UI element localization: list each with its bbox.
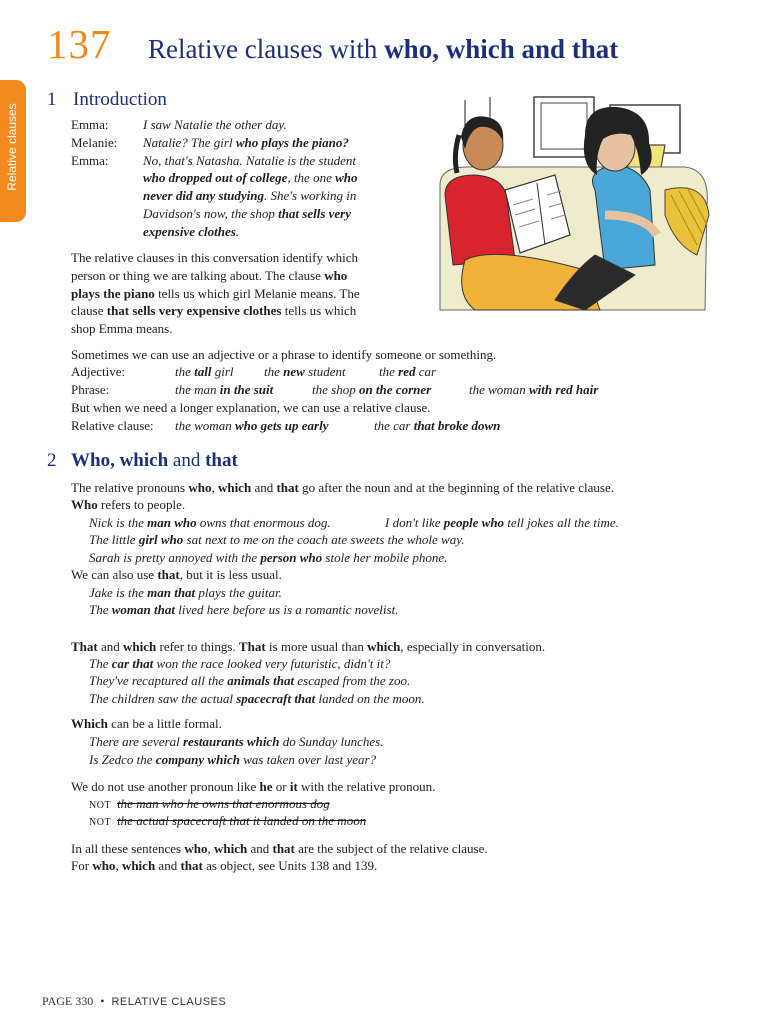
text-segment: We can also use (71, 567, 158, 582)
text-segment: They've recaptured all the (89, 673, 228, 688)
text-segment: The relative pronouns (71, 480, 189, 495)
but-line: But when we need a longer explanation, we can use a relative clause. (71, 400, 431, 415)
text-segment: is more usual than (265, 639, 368, 654)
text-segment: The little (89, 532, 139, 547)
body-text (71, 479, 614, 497)
bold-segment: that (205, 450, 238, 471)
dialogue-line (143, 152, 356, 170)
text-segment: stole her mobile phone. (322, 550, 448, 565)
text-segment: In all these sentences (71, 841, 185, 856)
text-segment: . She's working in (263, 188, 357, 204)
bold-segment: person who (260, 550, 323, 565)
text-segment: . (235, 223, 240, 239)
body-text (71, 840, 488, 858)
page-number: PAGE 330 (42, 994, 94, 1008)
dialogue-line (143, 205, 351, 223)
bold-segment: red (398, 364, 416, 379)
text-segment: We do not use another pronoun like (71, 779, 260, 794)
bold-segment: which (217, 480, 252, 495)
text-segment: The relative clauses in this conversation identify which (71, 250, 358, 265)
relative-clause-label: Relative clause: (71, 418, 154, 433)
text-segment: are the subject of the relative clause. (294, 841, 488, 856)
text-segment: I don't like (385, 515, 444, 530)
relative-clause-example (175, 417, 329, 435)
body-text (71, 857, 377, 875)
example-sentence (89, 531, 465, 549)
bold-segment: man that (147, 585, 196, 600)
text-segment: with the relative pronoun. (297, 779, 436, 794)
text-segment: do Sunday lunches. (279, 734, 384, 749)
text-segment: lived here before us is a romantic novelist. (174, 602, 399, 617)
bold-segment: that sells very expensive clothes (106, 303, 282, 319)
adjective-example (175, 363, 234, 381)
text-segment: Davidson's now, the shop (143, 206, 279, 221)
adjective-example (264, 363, 346, 381)
example-sentence (89, 584, 282, 602)
explanation-line (71, 302, 356, 320)
not-label: NOT (89, 800, 112, 811)
bold-segment: man who (147, 515, 197, 530)
bold-segment: tall (194, 364, 212, 379)
bold-segment: spacecraft that (236, 691, 316, 706)
dialogue-speaker: Emma: (71, 117, 109, 132)
text-segment: The (89, 656, 112, 671)
bold-segment: that (180, 858, 203, 873)
example-sentence (385, 514, 619, 532)
example-sentence (89, 733, 383, 751)
bold-segment: that (272, 841, 295, 856)
bold-segment: car that (111, 656, 154, 671)
text-segment: tell jokes all the time. (504, 515, 619, 530)
example-sentence (89, 751, 376, 769)
relative-clause-example (374, 417, 500, 435)
text-segment: car (415, 364, 437, 379)
text-segment: the car (374, 418, 414, 433)
section-side-tab (0, 80, 26, 222)
not-label: NOT (89, 817, 112, 828)
text-segment: refer to things. (156, 639, 239, 654)
text-segment: , (115, 858, 122, 873)
text-segment: , (211, 480, 218, 495)
phrase-example (469, 381, 598, 399)
dialogue-speaker: Melanie: (71, 134, 118, 150)
body-text (71, 496, 185, 514)
explanation-line (71, 267, 347, 285)
bold-segment: it (289, 779, 298, 794)
bold-segment: who plays the piano? (235, 134, 349, 150)
phrase-example (312, 381, 431, 399)
text-segment: , but it is less usual. (179, 567, 282, 582)
body-text (71, 715, 222, 733)
text-segment: and (97, 639, 124, 654)
bold-segment: Who, which (71, 450, 169, 471)
text-segment: shop Emma means. (71, 321, 173, 337)
bold-segment: who (184, 841, 208, 856)
explanation-line (71, 285, 360, 303)
bold-segment: which (121, 858, 156, 873)
adjective-example (379, 363, 436, 381)
text-segment: the woman (469, 382, 529, 397)
section-2-number: 2 (47, 450, 57, 471)
section-1-title: Introduction (73, 89, 167, 110)
explanation-line (71, 249, 358, 267)
two-girls-reading-illustration (435, 95, 713, 317)
text-segment: For (71, 858, 93, 873)
footer-bullet: • (100, 994, 105, 1008)
dialogue-line (143, 223, 239, 241)
text-segment: I saw Natalie the other day. (143, 117, 287, 132)
dialogue-speaker: Emma: (71, 152, 109, 168)
text-segment: the shop (312, 382, 359, 397)
text-segment: Nick is the (89, 515, 148, 530)
text-segment: the woman (175, 418, 235, 433)
text-segment: and (168, 450, 206, 471)
text-segment: girl (211, 364, 234, 379)
bold-segment: that broke down (413, 418, 501, 433)
text-segment: and (155, 858, 181, 873)
body-text (71, 566, 282, 584)
text-segment: tells us which (281, 303, 357, 319)
bold-segment: never did any studying (143, 188, 264, 204)
body-text (71, 638, 545, 656)
text-segment: , (207, 841, 214, 856)
bold-segment: in the suit (219, 382, 274, 397)
bold-segment: that (157, 567, 180, 582)
bold-segment: plays the piano (71, 285, 155, 301)
text-segment: Natalie? The girl (143, 134, 236, 150)
bold-segment: who (188, 480, 212, 495)
phrase-label: Phrase: (71, 382, 110, 397)
unit-title-plain: Relative clauses with (148, 34, 385, 64)
bold-segment: which (213, 841, 248, 856)
example-sentence (89, 655, 390, 673)
bold-segment: who gets up early (234, 418, 329, 433)
bold-segment: who (335, 170, 358, 186)
text-segment: No, that's Natasha. Natalie is the student (143, 152, 356, 168)
text-segment: or (272, 779, 290, 794)
bold-segment: on the corner (358, 382, 432, 397)
dialogue-line (143, 134, 349, 152)
text-segment: owns that enormous dog. (196, 515, 331, 530)
text-segment: The (89, 602, 112, 617)
bold-segment: he (259, 779, 273, 794)
bold-segment: with red hair (528, 382, 599, 397)
struck-example: the actual spacecraft that it landed on the moon (117, 813, 367, 828)
bold-segment: that sells very (278, 206, 352, 221)
text-segment: can be a little formal. (107, 716, 222, 731)
dialogue-line (143, 116, 287, 134)
example-sentence (89, 601, 398, 619)
example-sentence (89, 514, 331, 532)
unit-title (148, 32, 618, 66)
page-footer (42, 993, 226, 1012)
example-sentence (89, 672, 410, 690)
text-segment: refers to people. (97, 497, 186, 512)
text-segment: student (304, 364, 346, 379)
text-segment: There are several (89, 734, 183, 749)
bold-segment: people who (443, 515, 505, 530)
bold-segment: who (92, 858, 116, 873)
bold-segment: company which (155, 752, 240, 767)
text-segment: sat next to me on the coach ate sweets the whole way. (183, 532, 465, 547)
bold-segment: which (367, 639, 401, 654)
intro-line: Sometimes we can use an adjective or a phrase to identify someone or something. (71, 347, 497, 362)
bold-segment: animals that (227, 673, 295, 688)
text-segment: go after the noun and at the beginning of the relative clause. (298, 480, 614, 495)
example-sentence (89, 690, 425, 708)
bold-segment: which (123, 639, 157, 654)
bold-segment: expensive clothes (143, 223, 236, 239)
section-1-number: 1 (47, 89, 57, 110)
example-sentence (89, 549, 447, 567)
bold-segment: woman that (111, 602, 175, 617)
incorrect-example (89, 812, 366, 832)
side-tab-label: Relative clauses (5, 103, 19, 191)
bold-segment: Who (71, 497, 98, 512)
text-segment: plays the guitar. (195, 585, 282, 600)
unit-title-bold: who, which and that (384, 34, 619, 64)
bold-segment: who dropped out of college (143, 170, 288, 186)
bold-segment: girl who (138, 532, 184, 547)
text-segment: the (379, 364, 399, 379)
dialogue-line (143, 169, 358, 187)
explanation-line (71, 320, 172, 338)
phrase-example (175, 381, 273, 399)
struck-example: the man who he owns that enormous dog (117, 796, 330, 811)
text-segment: The children saw the actual (89, 691, 237, 706)
section-2-title (71, 450, 238, 472)
text-segment: tells us which girl Melanie means. The (154, 285, 360, 301)
text-segment: the man (175, 382, 220, 397)
text-segment: won the race looked very futuristic, didn't it? (153, 656, 391, 671)
text-segment: was taken over last year? (239, 752, 377, 767)
text-segment: and (247, 841, 273, 856)
bold-segment: new (283, 364, 305, 379)
bold-segment: restaurants which (182, 734, 280, 749)
text-segment: as object, see Units 138 and 139. (202, 858, 378, 873)
text-segment: person or thing we are talking about. The clause (71, 267, 325, 283)
adjective-label: Adjective: (71, 364, 126, 379)
text-segment: Sarah is pretty annoyed with the (89, 550, 261, 565)
footer-section-name: RELATIVE CLAUSES (111, 996, 227, 1008)
text-segment: the (264, 364, 284, 379)
dialogue-line (143, 187, 356, 205)
text-segment: , especially in conversation. (400, 639, 546, 654)
text-segment: Is Zedco the (89, 752, 156, 767)
text-segment: escaped from the zoo. (294, 673, 411, 688)
body-text (71, 778, 435, 796)
bold-segment: Which (71, 716, 108, 731)
bold-segment: who (324, 267, 348, 283)
text-segment: the (175, 364, 195, 379)
text-segment: clause (71, 303, 107, 319)
unit-number: 137 (47, 21, 112, 67)
bold-segment: That (238, 639, 266, 654)
bold-segment: that (276, 480, 299, 495)
text-segment: and (251, 480, 277, 495)
bold-segment: That (71, 639, 98, 654)
text-segment: , the one (287, 170, 336, 186)
text-segment: landed on the moon. (315, 691, 425, 706)
text-segment: Jake is the (89, 585, 148, 600)
